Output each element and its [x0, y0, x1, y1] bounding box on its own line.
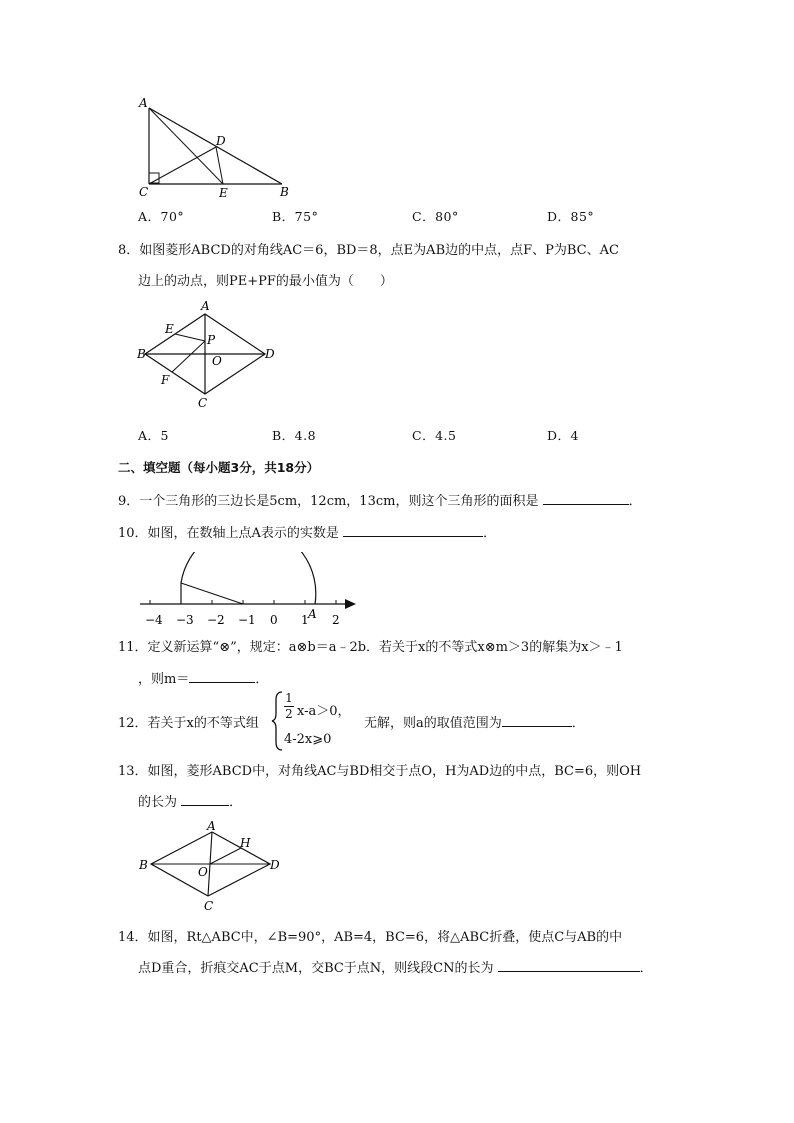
- q12-answer-blank[interactable]: [502, 714, 572, 727]
- q7-option-d: D．85°: [547, 209, 595, 224]
- q13-label-h: H: [240, 836, 251, 850]
- q12-inequality-1: x-a＞0，: [297, 704, 351, 719]
- q10-answer-blank[interactable]: [343, 524, 483, 537]
- q8-label-f: F: [161, 373, 170, 387]
- q8-option-c: C．4.5: [412, 428, 457, 443]
- q8-option-b: B．4.8: [272, 428, 317, 443]
- q7-label-a: A: [139, 96, 148, 110]
- q10-tick-minus3: −3: [176, 613, 194, 627]
- q8-option-d: D．4: [547, 428, 579, 443]
- q10-number-line-figure: [136, 552, 366, 630]
- q14-answer-blank[interactable]: [498, 959, 640, 972]
- q7-figure: [130, 92, 300, 202]
- q10-tick-1: 1: [301, 613, 309, 627]
- q10-point-label-a: A: [308, 607, 317, 621]
- q8-label-p: P: [207, 333, 216, 347]
- q8-option-a: A．5: [138, 428, 169, 443]
- q12-fraction: 1 2: [285, 691, 293, 721]
- q9-question: 9．一个三角形的三边长是5cm，12cm，13cm，则这个三角形的面积是 ．: [118, 494, 642, 509]
- q10-tick-minus1: −1: [238, 613, 256, 627]
- q10-tick-minus2: −2: [207, 613, 225, 627]
- q8-figure: [134, 298, 284, 413]
- q7-label-e: E: [219, 186, 228, 200]
- q12-inequality-2: 4-2x⩾0: [284, 732, 332, 747]
- q13-label-d: D: [270, 858, 280, 872]
- q7-label-c: C: [139, 185, 149, 199]
- q8-label-e: E: [165, 322, 174, 336]
- q8-label-c: C: [198, 396, 208, 410]
- q13-question-line1: 13．如图，菱形ABCD中，对角线AC与BD相交于点O，H为AD边的中点，BC=6，则OH: [118, 764, 642, 779]
- q13-question-line2: 的长为 ．: [138, 795, 243, 810]
- q13-label-o: O: [198, 865, 208, 879]
- q11-answer-blank[interactable]: [189, 670, 255, 683]
- q13-answer-blank[interactable]: [181, 793, 229, 806]
- q7-option-a: A．70°: [138, 209, 185, 224]
- q13-label-a: A: [207, 819, 216, 833]
- q12-system-brace: [270, 690, 284, 752]
- q10-question: 10．如图，在数轴上点A表示的实数是 ．: [118, 526, 497, 541]
- q13-label-b: B: [139, 858, 148, 872]
- q8-question-line2: 边上的动点，则PE+PF的最小值为（ ）: [138, 274, 393, 289]
- q12-question-suffix: 无解，则a的取值范围为 ．: [364, 716, 585, 731]
- q14-question-line2: 点D重合，折痕交AC于点M，交BC于点N，则线段CN的长为 ．: [138, 961, 653, 976]
- q10-tick-minus4: −4: [145, 613, 163, 627]
- q7-option-c: C．80°: [412, 209, 459, 224]
- q13-label-c: C: [204, 899, 214, 913]
- q8-label-o: O: [212, 354, 222, 368]
- q7-option-b: B．75°: [272, 209, 319, 224]
- q8-label-d: D: [265, 347, 275, 361]
- q7-label-b: B: [280, 185, 289, 199]
- q7-label-d: D: [216, 134, 226, 148]
- q13-figure: [134, 818, 294, 914]
- q10-tick-2: 2: [332, 613, 340, 627]
- q11-question-line2: ，则m＝ ．: [138, 672, 269, 687]
- q9-answer-blank[interactable]: [543, 492, 629, 505]
- section-heading-fill-in: 二、填空题（每小题3分，共18分）: [118, 460, 320, 475]
- q8-question-line1: 8．如图菱形ABCD的对角线AC＝6，BD＝8，点E为AB边的中点，点F、P为BC、AC: [118, 243, 619, 258]
- q8-label-a: A: [201, 299, 210, 313]
- q8-label-b: B: [137, 347, 146, 361]
- q14-question-line1: 14．如图，Rt△ABC中，∠B=90°，AB=4，BC=6，将△ABC折叠，使点C与AB的中: [118, 930, 623, 945]
- q10-tick-0: 0: [270, 613, 278, 627]
- q11-question-line1: 11．定义新运算“⊗”，规定：a⊗b＝a﹣2b．若关于x的不等式x⊗m＞3的解集为x＞﹣1: [118, 640, 623, 655]
- q12-question-prefix: 12．若关于x的不等式组: [118, 716, 259, 731]
